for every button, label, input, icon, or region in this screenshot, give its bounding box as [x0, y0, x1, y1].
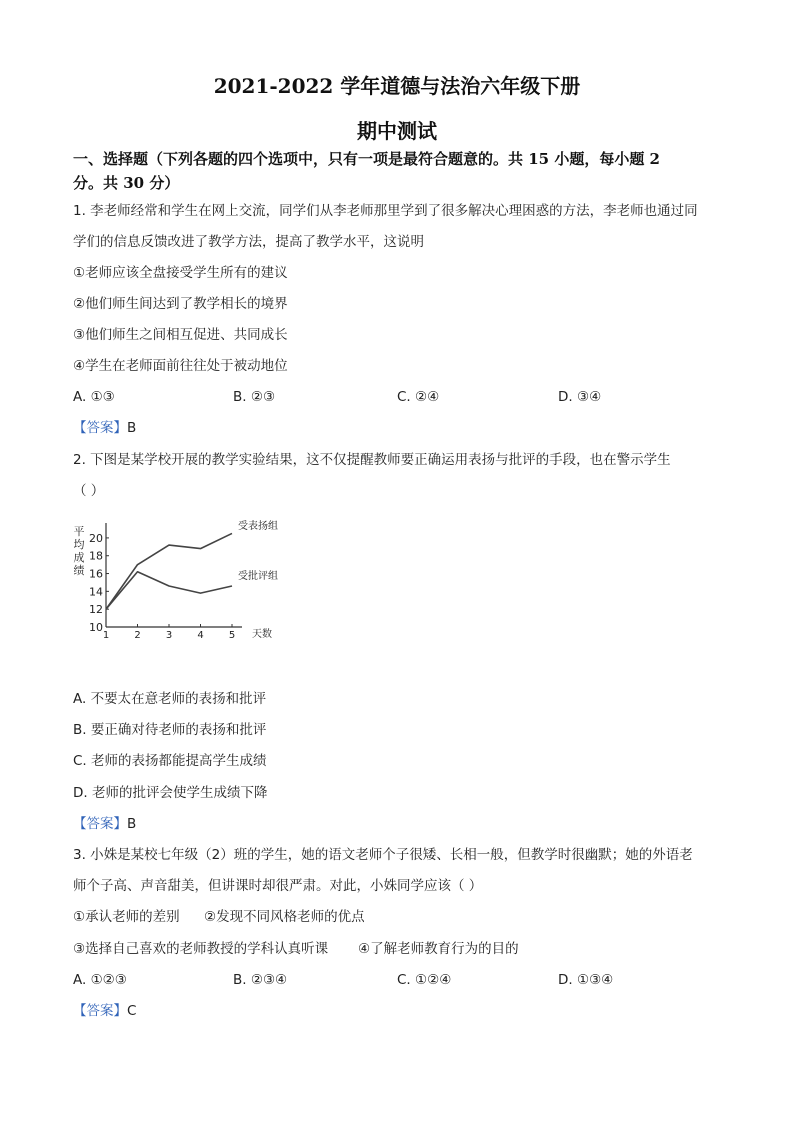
q1-item-4: ④学生在老师面前往往处于被动地位: [73, 358, 288, 374]
q3-item-3: ③选择自己喜欢的老师教授的学科认真听课: [73, 941, 329, 957]
q3-option-b: B. ②③④: [233, 972, 288, 988]
series-line-praise: [106, 533, 232, 609]
q3-stem-line1: 3. 小姝是某校七年级（2）班的学生，她的语文老师个子很矮、长相一般，但教学时很幽默；她的外语老: [73, 847, 693, 863]
q3-option-c: C. ①②④: [397, 972, 452, 988]
q2-answer: [73, 815, 136, 833]
q3-item-1: ①承认老师的差别: [73, 909, 180, 925]
chart-y-tick-label: 18: [89, 549, 103, 563]
q1-answer-value: B: [127, 420, 137, 436]
q1-option-b: B. ②③: [233, 389, 276, 405]
chart-x-tick-label: 2: [134, 630, 141, 641]
chart-ylabel: 平均成绩: [73, 525, 85, 577]
q1-stem-line2: 学们的信息反馈改进了教学方法，提高了教学水平，这说明: [73, 234, 424, 250]
series-label-criticism: 受批评组: [238, 571, 278, 582]
chart-x-tick-label: 1: [102, 630, 110, 641]
page-title: 2021-2022 学年道德与法治六年级下册: [213, 74, 581, 98]
q3-option-a: A. ①②③: [73, 972, 127, 988]
answer-label: 【答案】: [73, 816, 127, 832]
chart-y-tick-label: 14: [89, 585, 103, 599]
q2-blank: （ ）: [73, 483, 105, 499]
q2-option-d: D. 老师的批评会使学生成绩下降: [73, 785, 268, 801]
q1-option-c: C. ②④: [397, 389, 440, 405]
answer-label: 【答案】: [73, 420, 127, 436]
chart-y-tick-label: 12: [89, 603, 103, 617]
q3-item-4: ④了解老师教育行为的目的: [358, 941, 519, 957]
q1-item-3: ③他们师生之间相互促进、共同成长: [73, 327, 288, 343]
q1-answer: [73, 419, 136, 437]
q1-option-d: D. ③④: [558, 389, 602, 405]
q1-option-a: A. ①③: [73, 389, 115, 405]
q2-answer-value: B: [127, 816, 137, 832]
section-heading-line1: 一、选择题（下列各题的四个选项中，只有一项是最符合题意的。共 15 小题，每小题 2: [73, 150, 660, 168]
chart-y-tick-label: 10: [89, 621, 103, 634]
q2-option-b: B. 要正确对待老师的表扬和批评: [73, 722, 267, 738]
section-heading-line2: 分。共 30 分）: [73, 174, 180, 192]
q3-answer: [73, 1002, 136, 1020]
series-label-praise: 受表扬组: [238, 521, 278, 532]
q1-item-1: ①老师应该全盘接受学生所有的建议: [73, 265, 288, 281]
q2-option-a: A. 不要太在意老师的表扬和批评: [73, 691, 267, 707]
chart-xlabel: 天数: [252, 629, 272, 640]
q2-stem: 2. 下图是某学校开展的教学实验结果，这不仅提醒教师要正确运用表扬与批评的手段，也在警示学生: [73, 452, 671, 468]
chart-x-tick-label: 5: [228, 630, 236, 641]
q2-option-c: C. 老师的表扬都能提高学生成绩: [73, 753, 267, 769]
page-subtitle: 期中测试: [357, 119, 437, 143]
q3-stem-line2: 师个子高、声音甜美，但讲课时却很严肃。对此，小姝同学应该（ ）: [73, 878, 483, 894]
q3-answer-value: C: [127, 1003, 137, 1019]
q3-option-d: D. ①③④: [558, 972, 614, 988]
q3-item-2: ②发现不同风格老师的优点: [204, 909, 365, 925]
answer-label: 【答案】: [73, 1003, 127, 1019]
chart-x-tick-label: 3: [165, 630, 173, 641]
chart-y-tick-label: 16: [89, 567, 103, 581]
chart-y-tick-label: 20: [89, 531, 103, 545]
chart-x-tick-label: 4: [197, 630, 204, 641]
q1-stem-line1: 1. 李老师经常和学生在网上交流，同学们从李老师那里学到了很多解决心理困惑的方法，李老师也通过同: [73, 203, 698, 219]
q1-item-2: ②他们师生间达到了教学相长的境界: [73, 296, 288, 312]
series-line-criticism: [106, 572, 232, 609]
q2-line-chart: [70, 515, 300, 645]
